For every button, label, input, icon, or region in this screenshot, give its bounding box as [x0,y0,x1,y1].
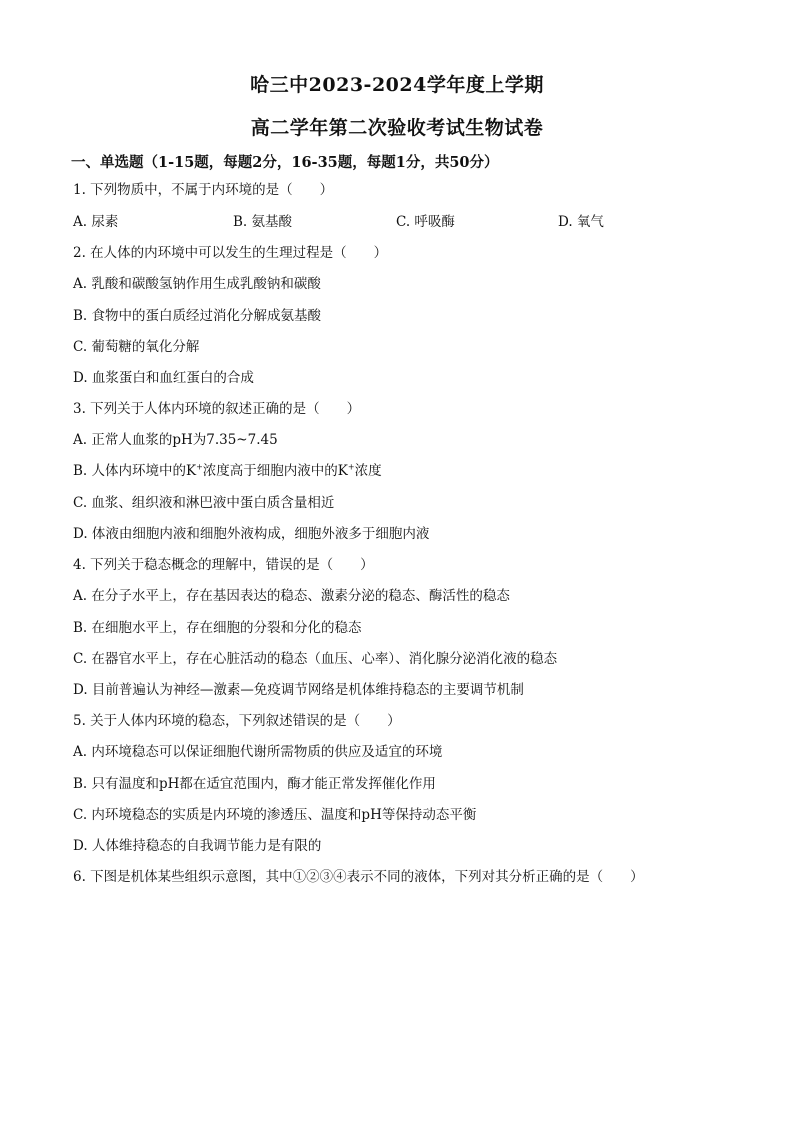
potassium-superscript-1: + [196,462,203,472]
question-2-option-c: C. 葡萄糖的氧化分解 [73,339,200,355]
question-3-option-d: D. 体液由细胞内液和细胞外液构成，细胞外液多于细胞内液 [73,526,430,542]
question-5-option-a: A. 内环境稳态可以保证细胞代谢所需物质的供应及适宜的环境 [73,744,443,760]
potassium-superscript-2: + [347,462,355,472]
question-1-option-c: C. 呼吸酶 [396,214,455,230]
question-3-stem: 3. 下列关于人体内环境的叙述正确的是（ ） [73,401,361,417]
question-2-stem: 2. 在人体的内环境中可以发生的生理过程是（ ） [73,245,388,261]
question-1-stem: 1. 下列物质中，不属于内环境的是（ ） [73,182,334,198]
question-2-option-a: A. 乳酸和碳酸氢钠作用生成乳酸钠和碳酸 [73,276,321,292]
question-3-option-b-part1: B. 人体内环境中的K [73,463,197,479]
exam-title-line2: 高二学年第二次验收考试生物试卷 [250,117,544,139]
question-5-stem: 5. 关于人体内环境的稳态，下列叙述错误的是（ ） [73,713,401,729]
question-6-stem: 6. 下图是机体某些组织示意图，其中①②③④表示不同的液体，下列对其分析正确的是（ ） [73,869,644,885]
question-1-option-b: B. 氨基酸 [233,214,293,230]
question-2-option-d: D. 血浆蛋白和血红蛋白的合成 [73,370,254,386]
question-5-option-b: B. 只有温度和pH都在适宜范围内，酶才能正常发挥催化作用 [73,776,436,792]
question-3-option-b [73,462,382,480]
exam-title-line1: 哈三中2023-2024学年度上学期 [250,74,544,96]
question-4-option-c: C. 在器官水平上，存在心脏活动的稳态（血压、心率）、消化腺分泌消化液的稳态 [73,651,558,667]
question-1-option-a: A. 尿素 [73,214,119,230]
question-3-option-a: A. 正常人血浆的pH为7.35~7.45 [73,432,278,448]
question-4-stem: 4. 下列关于稳态概念的理解中，错误的是（ ） [73,557,374,573]
question-3-option-c: C. 血浆、组织液和淋巴液中蛋白质含量相近 [73,495,335,511]
question-4-option-a: A. 在分子水平上，存在基因表达的稳态、激素分泌的稳态、酶活性的稳态 [73,588,510,604]
question-2-option-b: B. 食物中的蛋白质经过消化分解成氨基酸 [73,308,322,324]
question-5-option-d: D. 人体维持稳态的自我调节能力是有限的 [73,838,322,854]
question-4-option-b: B. 在细胞水平上，存在细胞的分裂和分化的稳态 [73,620,362,636]
question-3-option-b-part2: 浓度高于细胞内液中的K [202,463,348,479]
question-1-option-d: D. 氧气 [558,214,604,230]
question-4-option-d: D. 目前普遍认为神经—激素—免疫调节网络是机体维持稳态的主要调节机制 [73,682,524,698]
question-3-option-b-part3: 浓度 [354,463,382,479]
question-5-option-c: C. 内环境稳态的实质是内环境的渗透压、温度和pH等保持动态平衡 [73,807,477,823]
section-heading: 一、单选题（1-15题，每题2分，16-35题，每题1分，共50分） [71,154,499,171]
